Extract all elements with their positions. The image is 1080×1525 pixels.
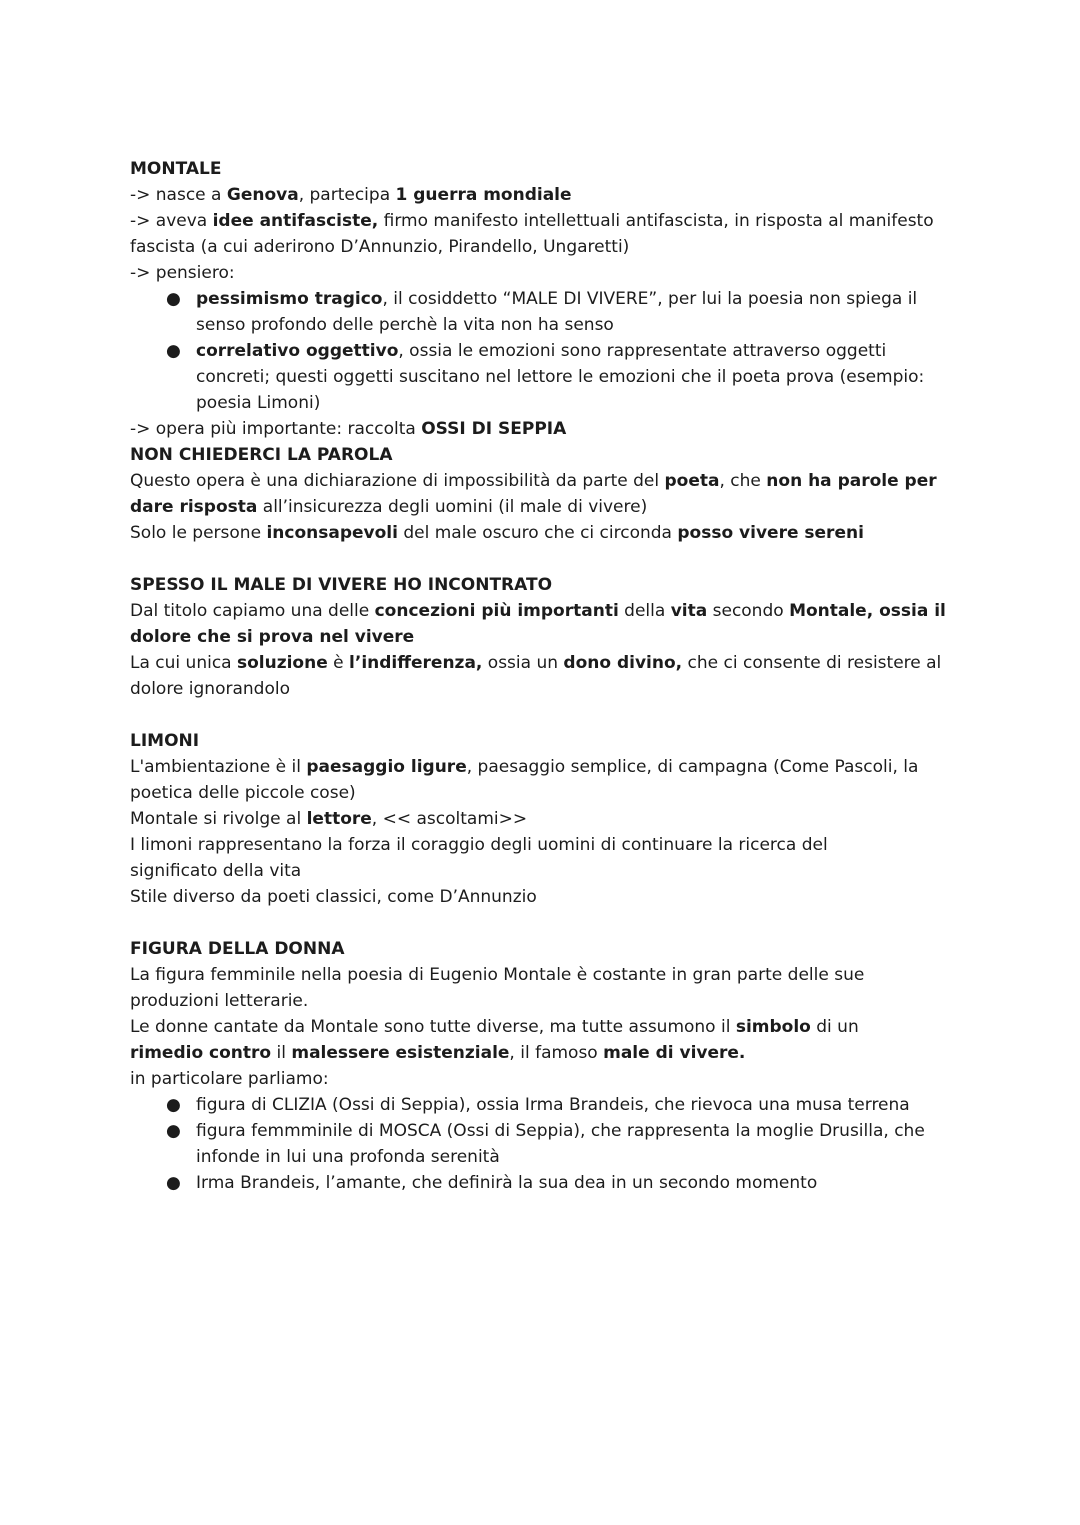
text-segment: -> nasce a [130, 185, 227, 205]
bold-text: soluzione [236, 653, 328, 673]
section-title: MONTALE [130, 159, 222, 179]
bold-text: 1 guerra mondiale [395, 185, 572, 205]
text-segment: I limoni rappresentano la forza il coraggio degli uomini di continuare la ricerca del [130, 835, 828, 855]
text-segment: Questo opera è una dichiarazione di impossibilità da parte del [130, 471, 665, 491]
section-non-chiederci [130, 442, 960, 546]
text-line [130, 1066, 960, 1092]
spacer [130, 702, 960, 728]
text-segment: poetica delle piccole cose) [130, 783, 356, 803]
text-segment: concreti; questi oggetti suscitano nel lettore le emozioni che il poeta prova (esempio: [196, 367, 925, 387]
text-line [130, 598, 960, 624]
text-segment: Dal titolo capiamo una delle [130, 601, 375, 621]
bold-text: correlativo oggettivo [196, 341, 399, 361]
bold-text: lettore [306, 809, 372, 829]
text-segment: firmo manifesto intellettuali antifascista, in risposta al manifesto [378, 211, 934, 231]
bold-text: concezioni più importanti [374, 601, 619, 621]
text-line [130, 884, 960, 910]
text-segment: poesia Limoni) [196, 393, 321, 413]
bold-text: Genova [226, 185, 299, 205]
text-line [196, 364, 960, 390]
text-line [130, 754, 960, 780]
bold-text: posso vivere sereni [677, 523, 864, 543]
section-title: FIGURA DELLA DONNA [130, 939, 345, 959]
text-segment: L'ambientazione è il [130, 757, 307, 777]
text-line [130, 494, 960, 520]
text-segment: , paesaggio semplice, di campagna (Come Pascoli, la [466, 757, 919, 777]
bullet-item [130, 286, 960, 338]
section-figura-della-donna [130, 936, 960, 1196]
bold-text: male di vivere. [603, 1043, 746, 1063]
text-segment: che ci consente di resistere al [682, 653, 942, 673]
text-segment: , il cosiddetto “MALE DI VIVERE”, per lui la poesia non spiega il [382, 289, 918, 309]
text-segment: La cui unica [130, 653, 237, 673]
bullet-dot-icon: ● [166, 1121, 181, 1141]
bullet-dot-icon: ● [166, 1173, 181, 1193]
bold-text: idee antifasciste, [212, 211, 379, 231]
text-line [130, 988, 960, 1014]
bold-text: l’indifferenza, [349, 653, 483, 673]
bold-text: pessimismo tragico [196, 289, 383, 309]
text-segment: -> aveva [130, 211, 213, 231]
text-segment: della [618, 601, 671, 621]
text-segment: il [271, 1043, 292, 1063]
bold-text: dolore che si prova nel vivere [130, 627, 415, 647]
text-line [196, 1118, 960, 1144]
bullet-dot-icon: ● [166, 341, 181, 361]
text-line [130, 234, 960, 260]
section-title: NON CHIEDERCI LA PAROLA [130, 445, 393, 465]
text-line [196, 286, 960, 312]
text-line [130, 858, 960, 884]
text-segment: significato della vita [130, 861, 302, 881]
bold-text: simbolo [735, 1017, 811, 1037]
text-segment: La figura femminile nella poesia di Eugenio Montale è costante in gran parte delle sue [130, 965, 865, 985]
text-segment: è [327, 653, 350, 673]
section-title: SPESSO IL MALE DI VIVERE HO INCONTRATO [130, 575, 553, 595]
text-line [196, 1092, 960, 1118]
text-segment: produzioni letterarie. [130, 991, 309, 1011]
text-segment: Montale si rivolge al [130, 809, 307, 829]
bullet-item [130, 338, 960, 416]
text-segment: senso profondo delle perchè la vita non ha senso [196, 315, 614, 335]
bold-text: dare risposta [130, 497, 258, 517]
section-title: LIMONI [130, 731, 200, 751]
text-line [196, 1144, 960, 1170]
bold-text: inconsapevoli [266, 523, 398, 543]
bold-text: non ha parole per [766, 471, 937, 491]
spacer [130, 910, 960, 936]
section-limoni [130, 728, 960, 910]
text-line [130, 520, 960, 546]
bullet-item [130, 1170, 960, 1196]
text-segment: -> pensiero: [130, 263, 235, 283]
bold-text: rimedio contro [130, 1043, 272, 1063]
text-segment: dolore ignorandolo [130, 679, 290, 699]
bullet-item [130, 1118, 960, 1170]
text-segment: del male oscuro che ci circonda [397, 523, 678, 543]
text-segment: , partecipa [298, 185, 396, 205]
text-segment: ossia un [482, 653, 564, 673]
text-line [130, 780, 960, 806]
text-segment: Le donne cantate da Montale sono tutte diverse, ma tutte assumono il [130, 1017, 736, 1037]
bullet-dot-icon: ● [166, 289, 181, 309]
text-segment: secondo [707, 601, 790, 621]
text-line [196, 312, 960, 338]
text-segment: Solo le persone [130, 523, 267, 543]
text-line [196, 338, 960, 364]
section-montale [130, 156, 960, 442]
bullet-list [130, 286, 960, 416]
text-segment: in particolare parliamo: [130, 1069, 329, 1089]
text-line [196, 1170, 960, 1196]
bold-text: paesaggio ligure [306, 757, 467, 777]
document-page [130, 156, 960, 1196]
bold-text: Montale, ossia il [789, 601, 946, 621]
bullet-list [130, 1092, 960, 1196]
text-line [130, 1040, 960, 1066]
text-segment: all’insicurezza degli uomini (il male di vivere) [257, 497, 648, 517]
text-line [130, 468, 960, 494]
bold-text: vita [670, 601, 708, 621]
bullet-dot-icon: ● [166, 1095, 181, 1115]
text-segment: fascista (a cui aderirono D’Annunzio, Pirandello, Ungaretti) [130, 237, 630, 257]
text-segment: , il famoso [509, 1043, 604, 1063]
spacer [130, 546, 960, 572]
text-segment: -> opera più importante: raccolta [130, 419, 422, 439]
bold-text: dono divino, [563, 653, 683, 673]
bold-text: malessere esistenziale [291, 1043, 510, 1063]
text-segment: di un [810, 1017, 859, 1037]
text-segment: Irma Brandeis, l’amante, che definirà la sua dea in un secondo momento [196, 1173, 818, 1193]
text-line [130, 260, 960, 286]
bold-text: OSSI DI SEPPIA [421, 419, 567, 439]
text-line [130, 416, 960, 442]
text-line [130, 832, 960, 858]
text-segment: , che [719, 471, 767, 491]
text-segment: figura femmminile di MOSCA (Ossi di Seppia), che rappresenta la moglie Drusilla, che [196, 1121, 925, 1141]
text-segment: figura di CLIZIA (Ossi di Seppia), ossia Irma Brandeis, che rievoca una musa terrena [196, 1095, 910, 1115]
section-spesso-il-male [130, 572, 960, 702]
text-line [130, 182, 960, 208]
text-line [130, 676, 960, 702]
text-line [130, 1014, 960, 1040]
text-segment: , << ascoltami>> [371, 809, 528, 829]
text-line [130, 208, 960, 234]
text-line [130, 650, 960, 676]
bold-text: poeta [664, 471, 720, 491]
text-segment: , ossia le emozioni sono rappresentate attraverso oggetti [398, 341, 887, 361]
text-line [130, 624, 960, 650]
text-segment: infonde in lui una profonda serenità [196, 1147, 500, 1167]
text-line [130, 962, 960, 988]
text-line [196, 390, 960, 416]
text-segment: Stile diverso da poeti classici, come D’Annunzio [130, 887, 537, 907]
bullet-item [130, 1092, 960, 1118]
text-line [130, 806, 960, 832]
